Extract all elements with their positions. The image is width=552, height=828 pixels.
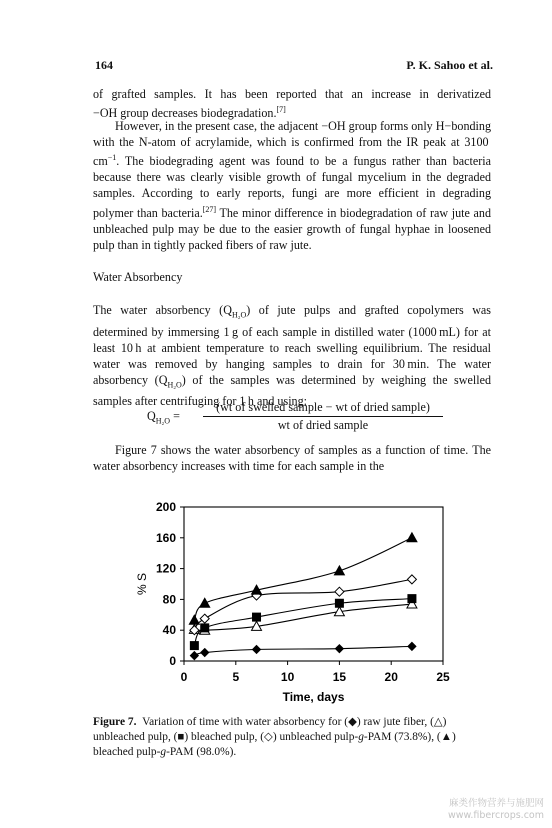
section-heading: Water Absorbency (93, 270, 183, 284)
y-tick-label: 80 (162, 592, 176, 607)
caption-symbol-filled-square: ■ (177, 731, 185, 743)
equation-numerator: (wt of swelled sample − wt of dried sample) (203, 400, 443, 417)
caption-symbol-open-triangle: △ (433, 716, 443, 728)
watermark-line-2: www.fibercrops.com (447, 810, 544, 821)
data-point-diamond-filled (190, 652, 198, 660)
para1-line1: of grafted samples. It has been reported that an increase in derivatized (93, 87, 491, 101)
caption-symbol-filled-diamond: ◆ (348, 716, 357, 728)
y-tick-label: 200 (155, 500, 176, 514)
data-point-triangle-filled (407, 533, 417, 542)
y-axis-label: % S (135, 572, 149, 596)
data-point-diamond-open (335, 587, 344, 596)
caption-label: Figure 7. (93, 716, 137, 728)
equation-denominator: wt of dried sample (277, 418, 369, 432)
y-tick-label: 40 (162, 623, 176, 638)
x-tick-label: 0 (180, 670, 188, 684)
plot-area-frame (184, 507, 443, 661)
para3-text-a: The water absorbency (Q (93, 303, 232, 317)
data-point-diamond-filled (253, 645, 261, 653)
running-header-authors: P. K. Sahoo et al. (406, 58, 493, 72)
data-point-diamond-filled (201, 649, 209, 657)
data-point-diamond-filled (408, 642, 416, 650)
para3-text-b: ) of jute pulps and grafted copolymers was determined by immersing 1 g of each sample in distilled water (1000 mL) for at least 10 h at ambient temperature to reach swelling equilibrium. The residual water was removed by hanging samples to drain for 30 min. The water absorbency (Q (93, 303, 492, 387)
para2-unit-exponent: −1 (107, 153, 117, 163)
data-point-square-filled (335, 599, 343, 607)
series-line-triangle-open (194, 604, 412, 630)
para2-text-b: . The biodegrading agent was found to be a fungus rather than bacteria because there was clearly visible growth of fungal mycelium in the degraded samples. According to early reports, fungi are more efficient in degrading polymer than bacteria. (93, 154, 491, 220)
page-number: 164 (95, 58, 113, 72)
data-point-square-filled (190, 642, 198, 650)
para3-text-c: ) of the samples was determined by weighing the swelled samples after centrifuging for 1 h and using: (93, 372, 492, 409)
data-point-diamond-open (407, 575, 416, 584)
y-tick-label: 160 (155, 530, 176, 545)
series-line-diamond-filled (194, 646, 412, 655)
data-point-diamond-filled (335, 645, 343, 653)
data-point-square-filled (408, 595, 416, 603)
data-point-square-filled (253, 613, 261, 621)
para3-sub-1: H₂O (231, 310, 247, 320)
data-point-diamond-open (200, 614, 209, 623)
watermark-line-1: 麻类作物营养与施肥网 (448, 798, 544, 809)
data-point-square-filled (201, 624, 209, 632)
series-line-square-filled (194, 599, 412, 646)
x-tick-label: 25 (436, 670, 450, 684)
ref-27: [27] (202, 204, 217, 214)
watermark (448, 798, 544, 822)
para2-text-c: The minor difference in biodegradation of raw jute and unbleached pulp may be due to the easier growth of fungal hyphae in loosened pulp than in tightly packed fibers of raw jute. (93, 205, 491, 252)
y-tick-label: 0 (169, 654, 176, 668)
x-tick-label: 20 (384, 670, 398, 684)
x-axis-label: Time, days (282, 690, 345, 704)
caption-symbol-open-diamond: ◇ (264, 731, 273, 743)
y-tick-label: 120 (155, 561, 176, 576)
data-point-triangle-filled (334, 566, 344, 575)
figure-caption: Figure 7. Variation of time with water absorbency for (◆) raw jute fiber, (△) unbleached pulp, (■) bleached pulp, (◇) unbleached pulp-g-PAM (73.8%), (▲) bleached pulp-g-PAM (98.0%). (93, 716, 456, 758)
paragraph-4: Figure 7 shows the water absorbency of samples as a function of time. The water absorbency increases with time for each sample in the (93, 443, 491, 474)
x-tick-label: 5 (232, 670, 240, 684)
ref-7: [7] (276, 105, 286, 115)
x-tick-label: 15 (332, 670, 347, 684)
x-tick-label: 10 (280, 670, 295, 684)
para3-sub-2: H₂O (167, 380, 182, 390)
series-line-triangle-filled (194, 538, 412, 620)
para1-line2-text: −OH group decreases biodegradation. (93, 106, 277, 121)
para2-text-a: However, in the present case, the adjacent −OH group forms only H−bonding with the N-atom of acrylamide, which is confirmed from the IR peak at 3100 cm (93, 119, 491, 169)
data-point-triangle-filled (189, 615, 199, 624)
caption-symbol-filled-triangle: ▲ (440, 731, 452, 743)
equation-lhs: $Q_{H_2O}$ = (147, 409, 180, 426)
data-point-triangle-filled (200, 598, 210, 607)
